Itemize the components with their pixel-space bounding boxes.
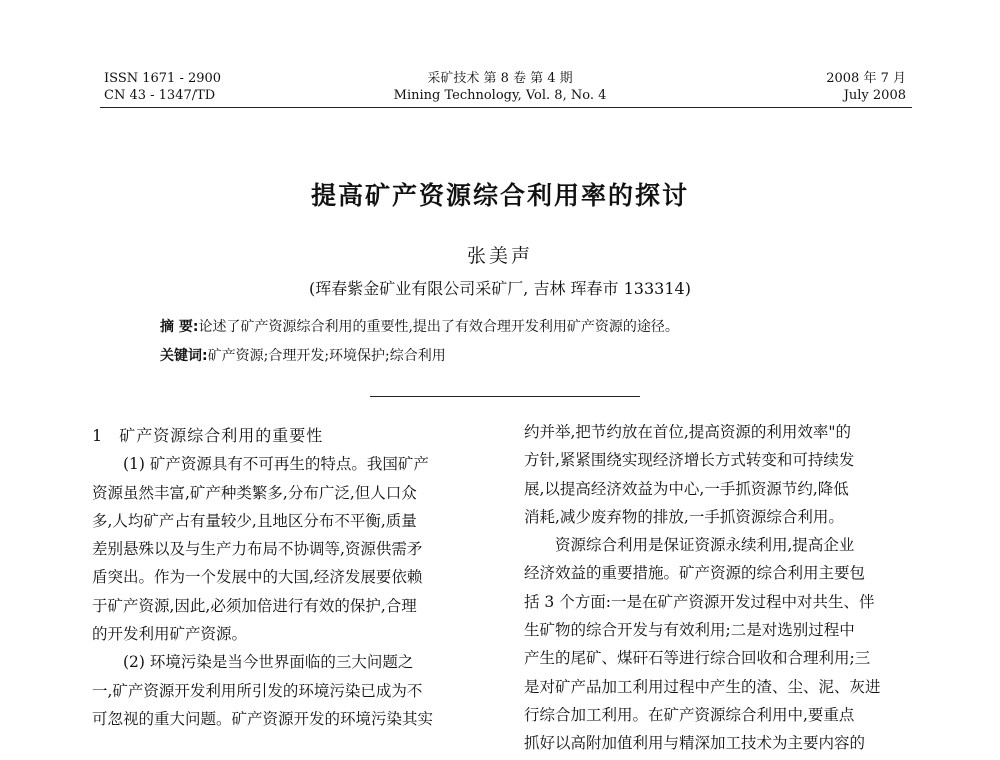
body-line: 可忽视的重大问题。矿产资源开发的环境污染其实: [92, 709, 434, 728]
section-title: 矿产资源综合利用的重要性: [119, 426, 324, 445]
body-line: 盾突出。作为一个发展中的大国,经济发展要依赖: [92, 568, 423, 587]
header-divider: [100, 107, 912, 108]
abstract-label: 摘 要:: [160, 319, 199, 335]
body-line: 多,人均矿产占有量较少,且地区分布不平衡,质量: [92, 511, 417, 530]
body-line: 生矿物的综合开发与有效利用;二是对选别过程中: [524, 621, 855, 640]
publication-date: [826, 70, 906, 104]
keywords-label: 关键词:: [160, 348, 208, 364]
body-line: 行综合加工利用。在矿产资源综合利用中,要重点: [524, 705, 855, 724]
abstract-divider: [370, 396, 640, 397]
section-heading: [92, 418, 492, 450]
body-line: 的开发利用矿产资源。: [92, 625, 248, 644]
body-line: 括 3 个方面:一是在矿产资源开发过程中对共生、伴: [524, 592, 875, 611]
body-line: 资源虽然丰富,矿产种类繁多,分布广泛,但人口众: [92, 483, 417, 502]
journal-name-en: Mining Technology, Vol. 8, No. 4: [393, 88, 607, 103]
body-line: 一,矿产资源开发利用所引发的环境污染已成为不: [92, 681, 423, 700]
body-line: (2) 环境污染是当今世界面临的三大问题之: [123, 653, 414, 672]
body-line: 抓好以高附加值利用与精深加工技术为主要内容的: [524, 734, 866, 753]
cn-number: CN 43 - 1347/TD: [104, 88, 216, 103]
keywords: [160, 347, 446, 365]
body-line: 差别悬殊以及与生产力布局不协调等,资源供需矛: [92, 540, 423, 559]
body-column-right: [524, 418, 924, 758]
abstract-text: 论述了矿产资源综合利用的重要性,提出了有效合理开发利用矿产资源的途径。: [198, 319, 679, 335]
body-line: 经济效益的重要措施。矿产资源的综合利用主要包: [524, 564, 866, 583]
section-number: 1: [92, 426, 104, 445]
body-line: 展,以提高经济效益为中心,一手抓资源节约,降低: [524, 479, 849, 498]
body-line: 消耗,减少废弃物的排放,一手抓资源综合利用。: [524, 507, 844, 526]
abstract: [160, 318, 679, 336]
paper-title: 提高矿产资源综合利用率的探讨: [310, 181, 689, 210]
paper-author: 张美声: [466, 245, 533, 267]
journal-info: [360, 70, 640, 104]
date-en: July 2008: [843, 88, 906, 103]
journal-name-cn: 采矿技术 第 8 卷 第 4 期: [427, 71, 573, 86]
body-line: 方针,紧紧围绕实现经济增长方式转变和可持续发: [524, 451, 855, 470]
body-column-left: [92, 418, 492, 733]
author-affiliation: (珲春紫金矿业有限公司采矿厂, 吉林 珲春市 133314): [309, 279, 691, 298]
body-line: 资源综合利用是保证资源永续利用,提高企业: [555, 536, 855, 555]
journal-identifiers: [104, 70, 221, 104]
body-line: 约并举,把节约放在首位,提高资源的利用效率"的: [524, 423, 851, 441]
date-cn: 2008 年 7 月: [826, 71, 906, 86]
body-line: (1) 矿产资源具有不可再生的特点。我国矿产: [123, 455, 429, 474]
body-line: 是对矿产品加工利用过程中产生的渣、尘、泥、灰进: [524, 677, 881, 696]
body-line: 产生的尾矿、煤矸石等进行综合回收和合理利用;三: [524, 649, 871, 668]
body-line: 于矿产资源,因此,必须加倍进行有效的保护,合理: [92, 596, 417, 615]
keywords-text: 矿产资源;合理开发;环境保护;综合利用: [207, 348, 446, 364]
issn-number: ISSN 1671 - 2900: [104, 71, 222, 86]
